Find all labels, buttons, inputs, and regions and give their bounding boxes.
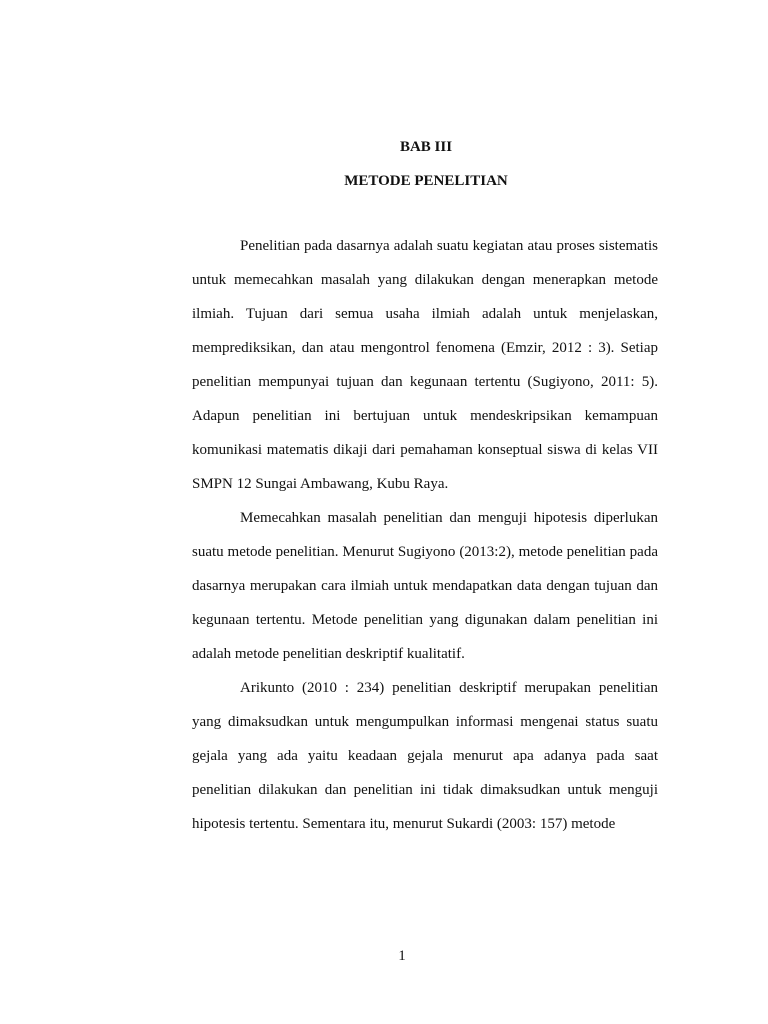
chapter-number: BAB III <box>399 139 453 155</box>
paragraph-3: Arikunto (2010 : 234) penelitian deskriptif merupakan penelitian yang dimaksudkan untuk mengumpulkan informasi mengenai status suatu gejala yang ada yaitu keadaan gejala menurut apa adanya pada saat penelitian dilakukan dan penelitian ini tidak dimaksudkan untuk menguji hipotesis tertentu. Sementara itu, menurut Sukardi (2003: 157) metode <box>192 680 658 832</box>
paragraph-2: Memecahkan masalah penelitian dan menguji hipotesis diperlukan suatu metode penelitian. Menurut Sugiyono (2013:2), metode penelitian pada dasarnya merupakan cara ilmiah untuk mendapatkan data dengan tujuan dan kegunaan tertentu. Metode penelitian yang digunakan dalam penelitian ini adalah metode penelitian deskriptif kualitatif. <box>192 510 658 662</box>
paragraph-1: Penelitian pada dasarnya adalah suatu kegiatan atau proses sistematis untuk memecahkan masalah yang dilakukan dengan menerapkan metode ilmiah. Tujuan dari semua usaha ilmiah adalah untuk menjelaskan, memprediksikan, dan atau mengontrol fenomena (Emzir, 2012 : 3). Setiap penelitian mempunyai tujuan dan kegunaan tertentu (Sugiyono, 2011: 5). Adapun penelitian ini bertujuan untuk mendeskripsikan kemampuan komunikasi matematis dikaji dari pemahaman konseptual siswa di kelas VII SMPN 12 Sungai Ambawang, Kubu Raya. <box>192 238 658 492</box>
page-number: 1 <box>398 948 406 964</box>
body-text <box>192 229 658 841</box>
chapter-title: METODE PENELITIAN <box>344 173 508 189</box>
